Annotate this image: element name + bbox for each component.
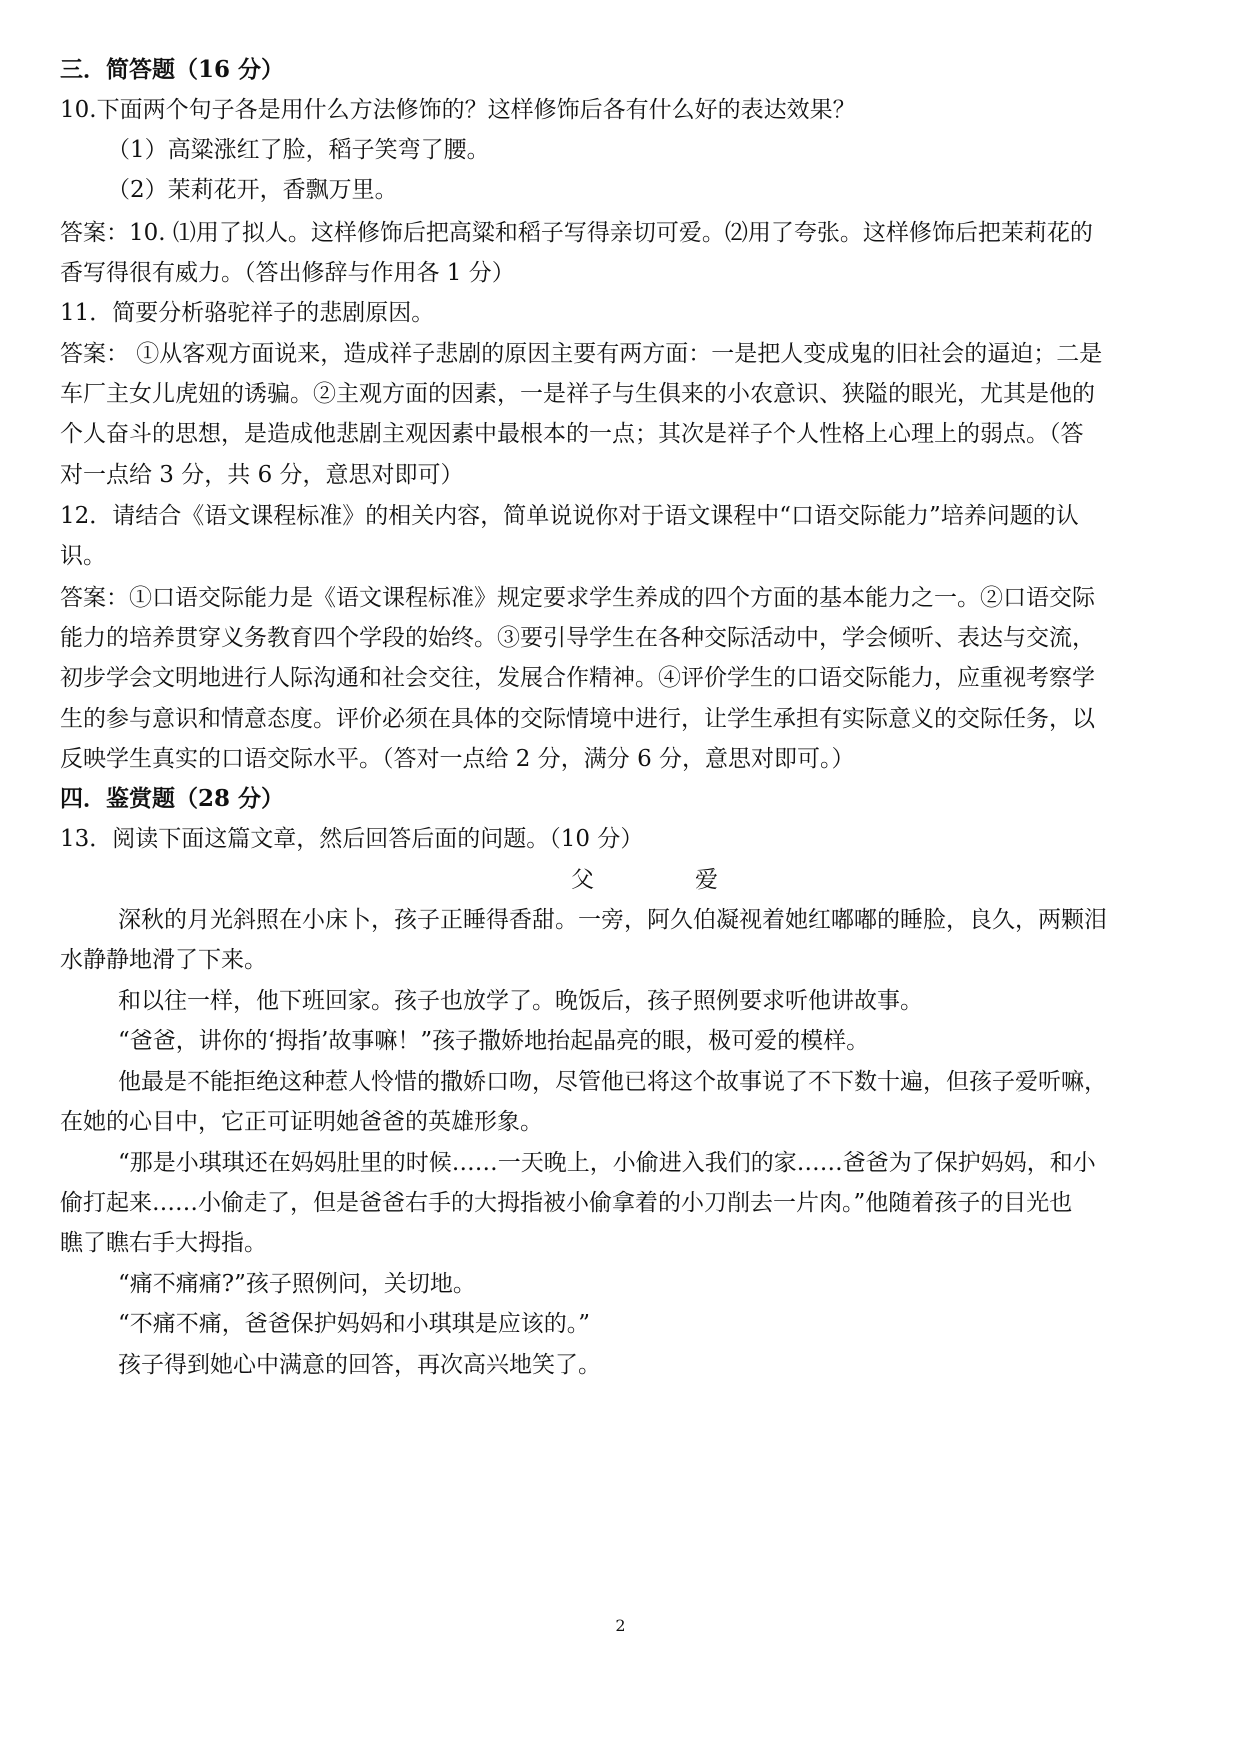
q11-answer-line4: 对一点给 3 分，共 6 分，意思对即可） [60, 462, 464, 488]
q11-question: 11．简要分析骆驼祥子的悲剧原因。 [60, 300, 435, 326]
q12-question-line2: 识。 [60, 543, 106, 569]
paragraph7-line1: “不痛不痛，爸爸保护妈妈和小琪琪是应该的。” [118, 1311, 591, 1337]
q12-question-line1: 12．请结合《语文课程标准》的相关内容，简单说说你对于语文课程中“口语交际能力”培养问题的认 [60, 503, 1079, 529]
article-title-char2: 爱 [695, 867, 718, 893]
paragraph1-line1: 深秋的月光斜照在小床卜，孩子正睡得香甜。一旁，阿久伯凝视着她红嘟嘟的睡脸，良久，两颗泪 [118, 907, 1107, 933]
q13-question: 13．阅读下面这篇文章，然后回答后面的问题。（10 分） [60, 826, 644, 852]
paragraph5-line3: 瞧了瞧右手大拇指。 [60, 1230, 267, 1256]
q10-answer-line1: 答案：10. ⑴用了拟人。这样修饰后把高粱和稻子写得亲切可爱。⑵用了夸张。这样修饰后把茉莉花的 [60, 220, 1093, 246]
q10-answer-line2: 香写得很有威力。（答出修辞与作用各 1 分） [60, 260, 515, 286]
q11-answer-line1: 答案： ①从客观方面说来，造成祥子悲剧的原因主要有两方面：一是把人变成鬼的旧社会的逼迫；二是 [60, 341, 1103, 367]
q10-question: 10.下面两个句子各是用什么方法修饰的？这样修饰后各有什么好的表达效果？ [60, 97, 856, 123]
q10-item2: （2）茉莉花开，香飘万里。 [107, 177, 398, 203]
q12-answer-line3: 初步学会文明地进行人际沟通和社会交往，发展合作精神。④评价学生的口语交际能力，应重视考察学 [60, 665, 1095, 691]
paragraph5-line2: 偷打起来……小偷走了，但是爸爸右手的大拇指被小偷拿着的小刀削去一片肉。”他随着孩子的目光也 [60, 1190, 1073, 1216]
q10-item1: （1）高粱涨红了脸，稻子笑弯了腰。 [107, 137, 490, 163]
page-number: 2 [615, 1616, 626, 1635]
q11-answer-line3: 个人奋斗的思想，是造成他悲剧主观因素中最根本的一点；其次是祥子个人性格上心理上的弱点。（答 [60, 421, 1084, 447]
section4-heading: 四．鉴赏题（28 分） [60, 785, 285, 812]
paragraph2-line1: 和以往一样，他下班回家。孩子也放学了。晚饭后，孩子照例要求听他讲故事。 [118, 988, 923, 1014]
q11-answer-line2: 车厂主女儿虎妞的诱骗。②主观方面的因素，一是祥子与生俱来的小农意识、狭隘的眼光，尤其是他的 [60, 381, 1095, 407]
q12-answer-line5: 反映学生真实的口语交际水平。（答对一点给 2 分，满分 6 分，意思对即可。） [60, 746, 855, 772]
paragraph8-line1: 孩子得到她心中满意的回答，再次高兴地笑了。 [118, 1352, 601, 1378]
paragraph6-line1: “痛不痛痛?”孩子照例问，关切地。 [118, 1271, 476, 1297]
q12-answer-line1: 答案：①口语交际能力是《语文课程标准》规定要求学生养成的四个方面的基本能力之一。②口语交际 [60, 585, 1095, 611]
paragraph3-line1: “爸爸，讲你的‘拇指’故事嘛！”孩子撒娇地抬起晶亮的眼，极可爱的模样。 [118, 1028, 870, 1054]
section3-heading: 三．简答题（16 分） [60, 56, 285, 83]
paragraph5-line1: “那是小琪琪还在妈妈肚里的时候……一天晚上，小偷进入我们的家……爸爸为了保护妈妈，和小 [118, 1150, 1096, 1176]
q12-answer-line2: 能力的培养贯穿义务教育四个学段的始终。③要引导学生在各种交际活动中，学会倾听、表达与交流， [60, 625, 1095, 651]
paragraph1-line2: 水静静地滑了下来。 [60, 947, 267, 973]
paragraph4-line2: 在她的心目中，它正可证明她爸爸的英雄形象。 [60, 1109, 543, 1135]
q12-answer-line4: 生的参与意识和情意态度。评价必须在具体的交际情境中进行，让学生承担有实际意义的交际任务，以 [60, 706, 1095, 732]
paragraph4-line1: 他最是不能拒绝这种惹人怜惜的撒娇口吻，尽管他已将这个故事说了不下数十遍，但孩子爱听嘛， [118, 1069, 1107, 1095]
article-title-char1: 父 [571, 867, 594, 893]
